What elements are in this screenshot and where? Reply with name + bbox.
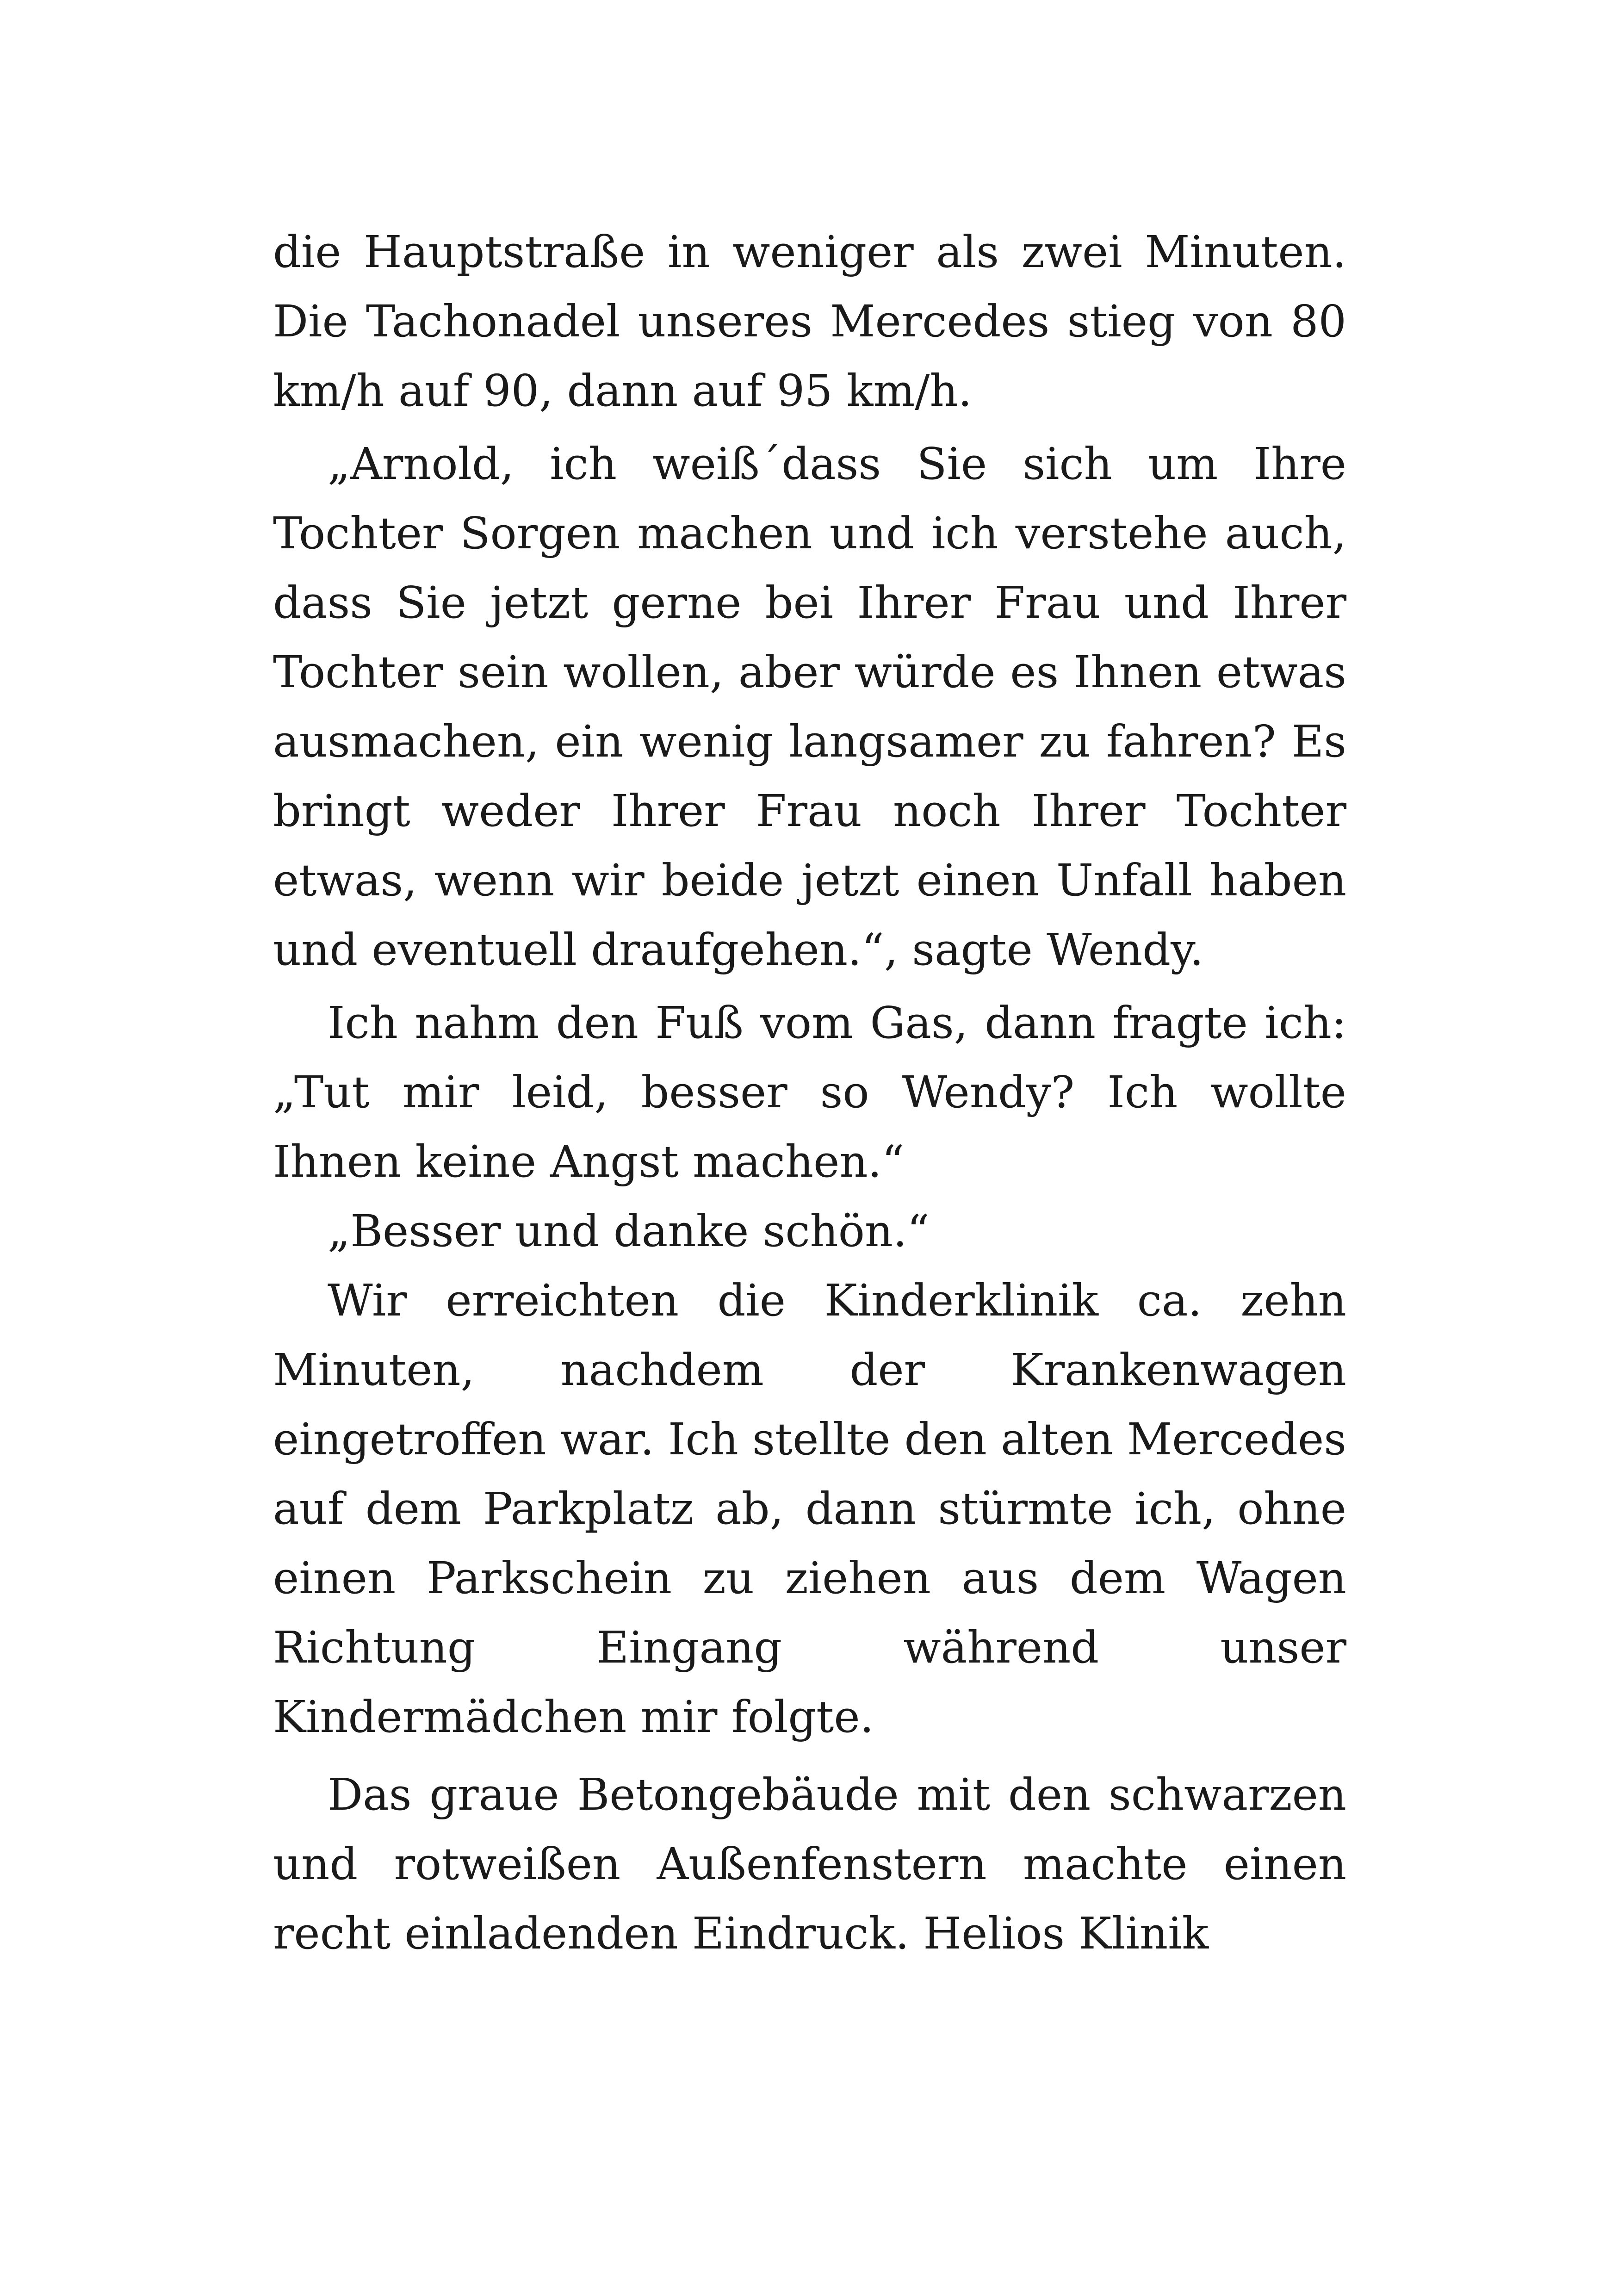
paragraph: Ich nahm den Fuß vom Gas, dann fragte ich: „Tut mir leid, besser so Wendy? Ich wollte Ihnen keine Angst machen.“ [273,998,1346,1187]
paragraph: Wir erreichten die Kinderklinik ca. zehn Minuten, nachdem der Krankenwagen eingetroffen war. Ich stellte den alten Mercedes auf dem Parkplatz ab, dann stürmte ich, ohne einen Parkschein zu ziehen aus dem Wagen Richtung Eingang während unser Kindermädchen mir folgte. [273,1275,1346,1743]
body-text [273,217,1346,1968]
paragraph: die Hauptstraße in weniger als zwei Minuten. Die Tachonadel unseres Mercedes stieg von 80 km/h auf 90, dann auf 95 km/h. [273,227,1346,416]
paragraph: „Arnold, ich weiß´dass Sie sich um Ihre Tochter Sorgen machen und ich verstehe auch, dass Sie jetzt gerne bei Ihrer Frau und Ihrer Tochter sein wollen, aber würde es Ihnen etwas ausmachen, ein wenig langsamer zu fahren? Es bringt weder Ihrer Frau noch Ihrer Tochter etwas, wenn wir beide jetzt einen Unfall haben und eventuell draufgehen.“, sagte Wendy. [273,439,1346,975]
paragraph: „Besser und danke schön.“ [328,1206,930,1257]
paragraph: Das graue Betongebäude mit den schwarzen und rotweißen Außenfenstern machte einen recht einladenden Eindruck. Helios Klinik [273,1769,1346,1959]
